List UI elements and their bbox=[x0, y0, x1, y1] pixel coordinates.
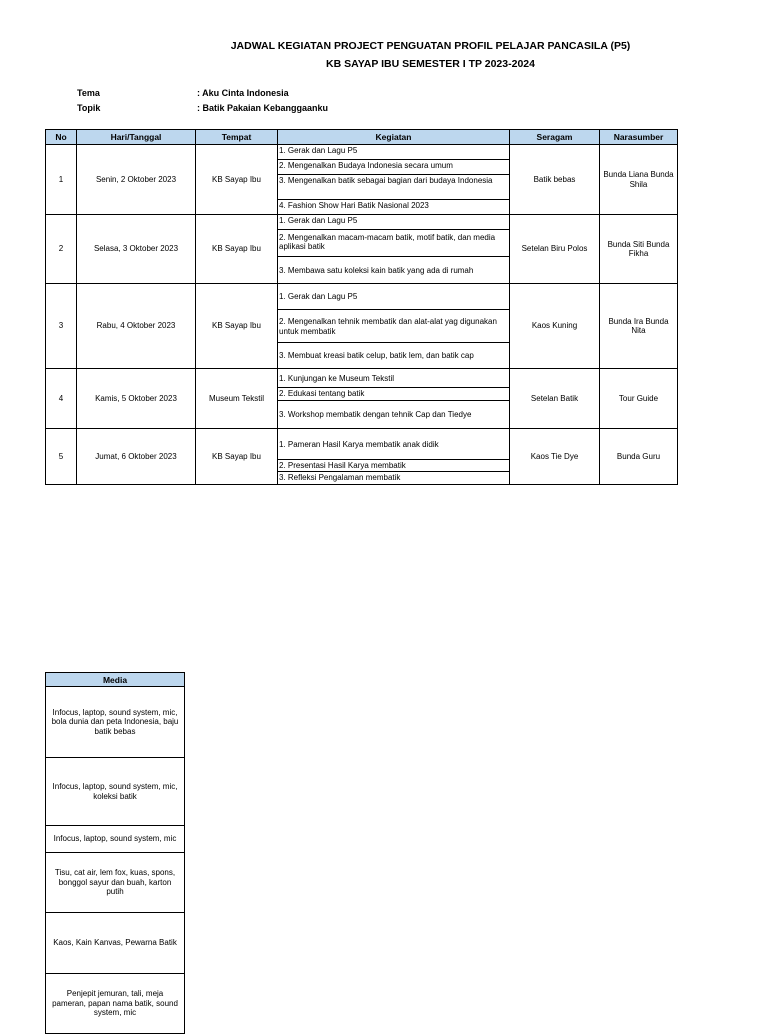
cell-activity: 2. Mengenalkan Budaya Indonesia secara umum bbox=[278, 160, 510, 175]
cell-uniform: Batik bebas bbox=[510, 145, 600, 215]
media-item: Tisu, cat air, lem fox, kuas, spons, bonggol sayur dan buah, karton putih bbox=[46, 853, 185, 913]
table-row bbox=[46, 284, 678, 310]
cell-date: Kamis, 5 Oktober 2023 bbox=[77, 369, 196, 429]
cell-activity: 1. Gerak dan Lagu P5 bbox=[278, 145, 510, 160]
cell-place: KB Sayap Ibu bbox=[196, 215, 278, 284]
cell-speaker: Bunda Ira Bunda Nita bbox=[600, 284, 678, 369]
page-subtitle: KB SAYAP IBU SEMESTER I TP 2023-2024 bbox=[326, 58, 535, 70]
cell-activity: 1. Gerak dan Lagu P5 bbox=[278, 284, 510, 310]
cell-activity: 3. Mengenalkan batik sebagai bagian dari budaya Indonesia bbox=[278, 175, 510, 200]
cell-activity: 2. Edukasi tentang batik bbox=[278, 388, 510, 401]
media-item: Infocus, laptop, sound system, mic bbox=[46, 826, 185, 853]
cell-speaker: Bunda Guru bbox=[600, 429, 678, 485]
cell-no: 4 bbox=[46, 369, 77, 429]
table-row bbox=[46, 215, 678, 230]
cell-place: KB Sayap Ibu bbox=[196, 145, 278, 215]
topik-value: : Batik Pakaian Kebanggaanku bbox=[197, 103, 329, 113]
media-item: Infocus, laptop, sound system, mic, koleksi batik bbox=[46, 758, 185, 826]
col-header-date: Hari/Tanggal bbox=[77, 130, 196, 145]
col-header-no: No bbox=[46, 130, 77, 145]
cell-date: Jumat, 6 Oktober 2023 bbox=[77, 429, 196, 485]
cell-activity: 3. Workshop membatik dengan tehnik Cap dan Tiedye bbox=[278, 401, 510, 429]
table-row bbox=[46, 145, 678, 160]
table-row bbox=[46, 429, 678, 460]
cell-activity: 2. Mengenalkan tehnik membatik dan alat-alat yag digunakan untuk membatik bbox=[278, 310, 510, 343]
col-header-speaker: Narasumber bbox=[600, 130, 678, 145]
schedule-table bbox=[45, 129, 678, 485]
table-row bbox=[46, 369, 678, 388]
cell-activity: 2. Presentasi Hasil Karya membatik bbox=[278, 460, 510, 472]
cell-activity: 3. Membawa satu koleksi kain batik yang ada di rumah bbox=[278, 257, 510, 284]
col-header-uniform: Seragam bbox=[510, 130, 600, 145]
cell-date: Rabu, 4 Oktober 2023 bbox=[77, 284, 196, 369]
topik-label: Topik bbox=[77, 103, 101, 113]
cell-date: Senin, 2 Oktober 2023 bbox=[77, 145, 196, 215]
cell-uniform: Kaos Kuning bbox=[510, 284, 600, 369]
cell-uniform: Setelan Batik bbox=[510, 369, 600, 429]
cell-speaker: Bunda Siti Bunda Fikha bbox=[600, 215, 678, 284]
media-header: Media bbox=[46, 673, 185, 687]
page-title: JADWAL KEGIATAN PROJECT PENGUATAN PROFIL PELAJAR PANCASILA (P5) bbox=[230, 40, 631, 52]
cell-activity: 1. Kunjungan ke Museum Tekstil bbox=[278, 369, 510, 388]
media-item: Penjepit jemuran, tali, meja pameran, papan nama batik, sound system, mic bbox=[46, 974, 185, 1034]
cell-activity: 3. Membuat kreasi batik celup, batik lem, dan batik cap bbox=[278, 343, 510, 369]
cell-no: 3 bbox=[46, 284, 77, 369]
tema-value: : Aku Cinta Indonesia bbox=[197, 88, 289, 98]
cell-uniform: Kaos Tie Dye bbox=[510, 429, 600, 485]
cell-place: KB Sayap Ibu bbox=[196, 284, 278, 369]
col-header-activity: Kegiatan bbox=[278, 130, 510, 145]
table-header-row bbox=[46, 130, 678, 145]
cell-activity: 2. Mengenalkan macam-macam batik, motif batik, dan media aplikasi batik bbox=[278, 230, 510, 257]
cell-uniform: Setelan Biru Polos bbox=[510, 215, 600, 284]
media-item: Kaos, Kain Kanvas, Pewarna Batik bbox=[46, 913, 185, 974]
cell-activity: 3. Refleksi Pengalaman membatik bbox=[278, 472, 510, 485]
cell-place: Museum Tekstil bbox=[196, 369, 278, 429]
cell-date: Selasa, 3 Oktober 2023 bbox=[77, 215, 196, 284]
cell-activity: 1. Pameran Hasil Karya membatik anak didik bbox=[278, 429, 510, 460]
cell-place: KB Sayap Ibu bbox=[196, 429, 278, 485]
cell-activity: 1. Gerak dan Lagu P5 bbox=[278, 215, 510, 230]
col-header-place: Tempat bbox=[196, 130, 278, 145]
cell-no: 1 bbox=[46, 145, 77, 215]
cell-no: 5 bbox=[46, 429, 77, 485]
cell-speaker: Bunda Liana Bunda Shila bbox=[600, 145, 678, 215]
cell-no: 2 bbox=[46, 215, 77, 284]
media-item: Infocus, laptop, sound system, mic, bola dunia dan peta Indonesia, baju batik bebas bbox=[46, 687, 185, 758]
media-table bbox=[45, 672, 185, 1034]
topik-row bbox=[77, 103, 328, 113]
tema-row bbox=[77, 88, 289, 98]
cell-activity: 4. Fashion Show Hari Batik Nasional 2023 bbox=[278, 200, 510, 215]
cell-speaker: Tour Guide bbox=[600, 369, 678, 429]
tema-label: Tema bbox=[77, 88, 100, 98]
